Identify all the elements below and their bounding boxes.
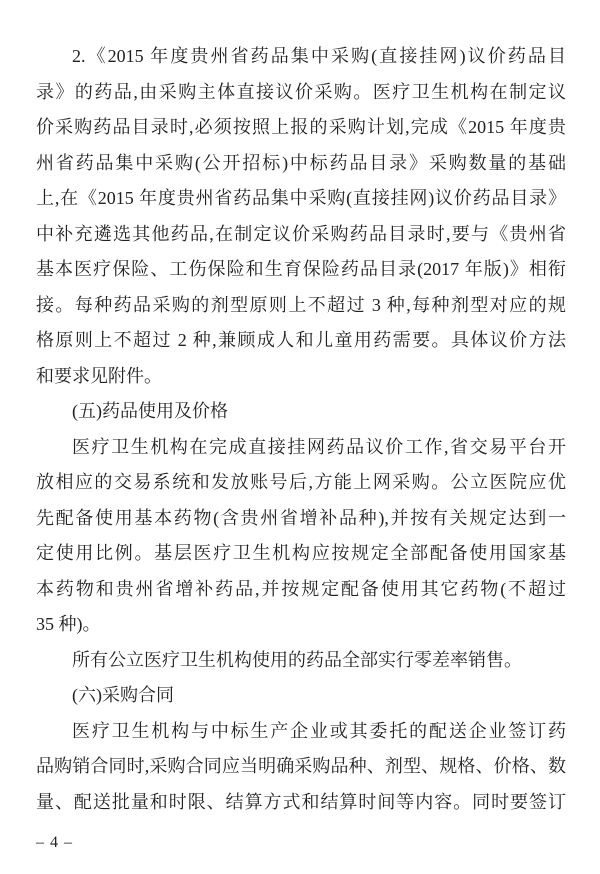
text-line: (六)采购合同: [72, 685, 174, 705]
text-line: 接。每种药品采购的剂型原则上不超过 3 种,每种剂型对应的规: [36, 294, 566, 315]
text-line: 录》的药品,由采购主体直接议价采购。医疗卫生机构在制定议: [36, 81, 566, 102]
text-line: 量、配送批量和时限、结算方式和结算时间等内容。同时要签订: [36, 791, 566, 812]
text-line: 2.《2015 年度贵州省药品集中采购(直接挂网)议价药品目: [72, 46, 566, 66]
text-line: 价采购药品目录时,必须按照上报的采购计划,完成《2015 年度贵: [36, 117, 566, 137]
text-line: 中补充遴选其他药品,在制定议价采购药品目录时,要与《贵州省: [36, 223, 566, 244]
page-number: – 4 –: [36, 834, 73, 851]
text-line: 放相应的交易系统和发放账号后,方能上网采购。公立医院应优: [36, 472, 566, 492]
text-line: 格原则上不超过 2 种,兼顾成人和儿童用药需要。具体议价方法: [36, 330, 566, 350]
text-line: 本药物和贵州省增补药品,并按规定配备使用其它药物(不超过: [36, 578, 566, 599]
text-line: 先配备使用基本药物(含贵州省增补品种),并按有关规定达到一: [36, 507, 566, 528]
text-line: 和要求见附件。: [36, 365, 162, 386]
text-line: 医疗卫生机构与中标生产企业或其委托的配送企业签订药: [72, 720, 566, 741]
text-line: 州省药品集中采购(公开招标)中标药品目录》采购数量的基础: [36, 152, 566, 173]
text-line: 医疗卫生机构在完成直接挂网药品议价工作,省交易平台开: [72, 436, 566, 457]
text-line: 所有公立医疗卫生机构使用的药品全部实行零差率销售。: [72, 649, 522, 670]
text-block: [36, 39, 566, 820]
text-line: (五)药品使用及价格: [72, 401, 228, 421]
text-line: 基本医疗保险、工伤保险和生育保险药品目录(2017 年版)》相衔: [36, 259, 566, 279]
text-line: 定使用比例。基层医疗卫生机构应按规定全部配备使用国家基: [36, 543, 566, 563]
text-line: 品购销合同时,采购合同应当明确采购品种、剂型、规格、价格、数: [36, 756, 566, 776]
page-footer: [36, 833, 566, 853]
text-line: 上,在《2015 年度贵州省药品集中采购(直接挂网)议价药品目录》: [36, 188, 566, 208]
text-line: 35 种)。: [36, 614, 101, 634]
